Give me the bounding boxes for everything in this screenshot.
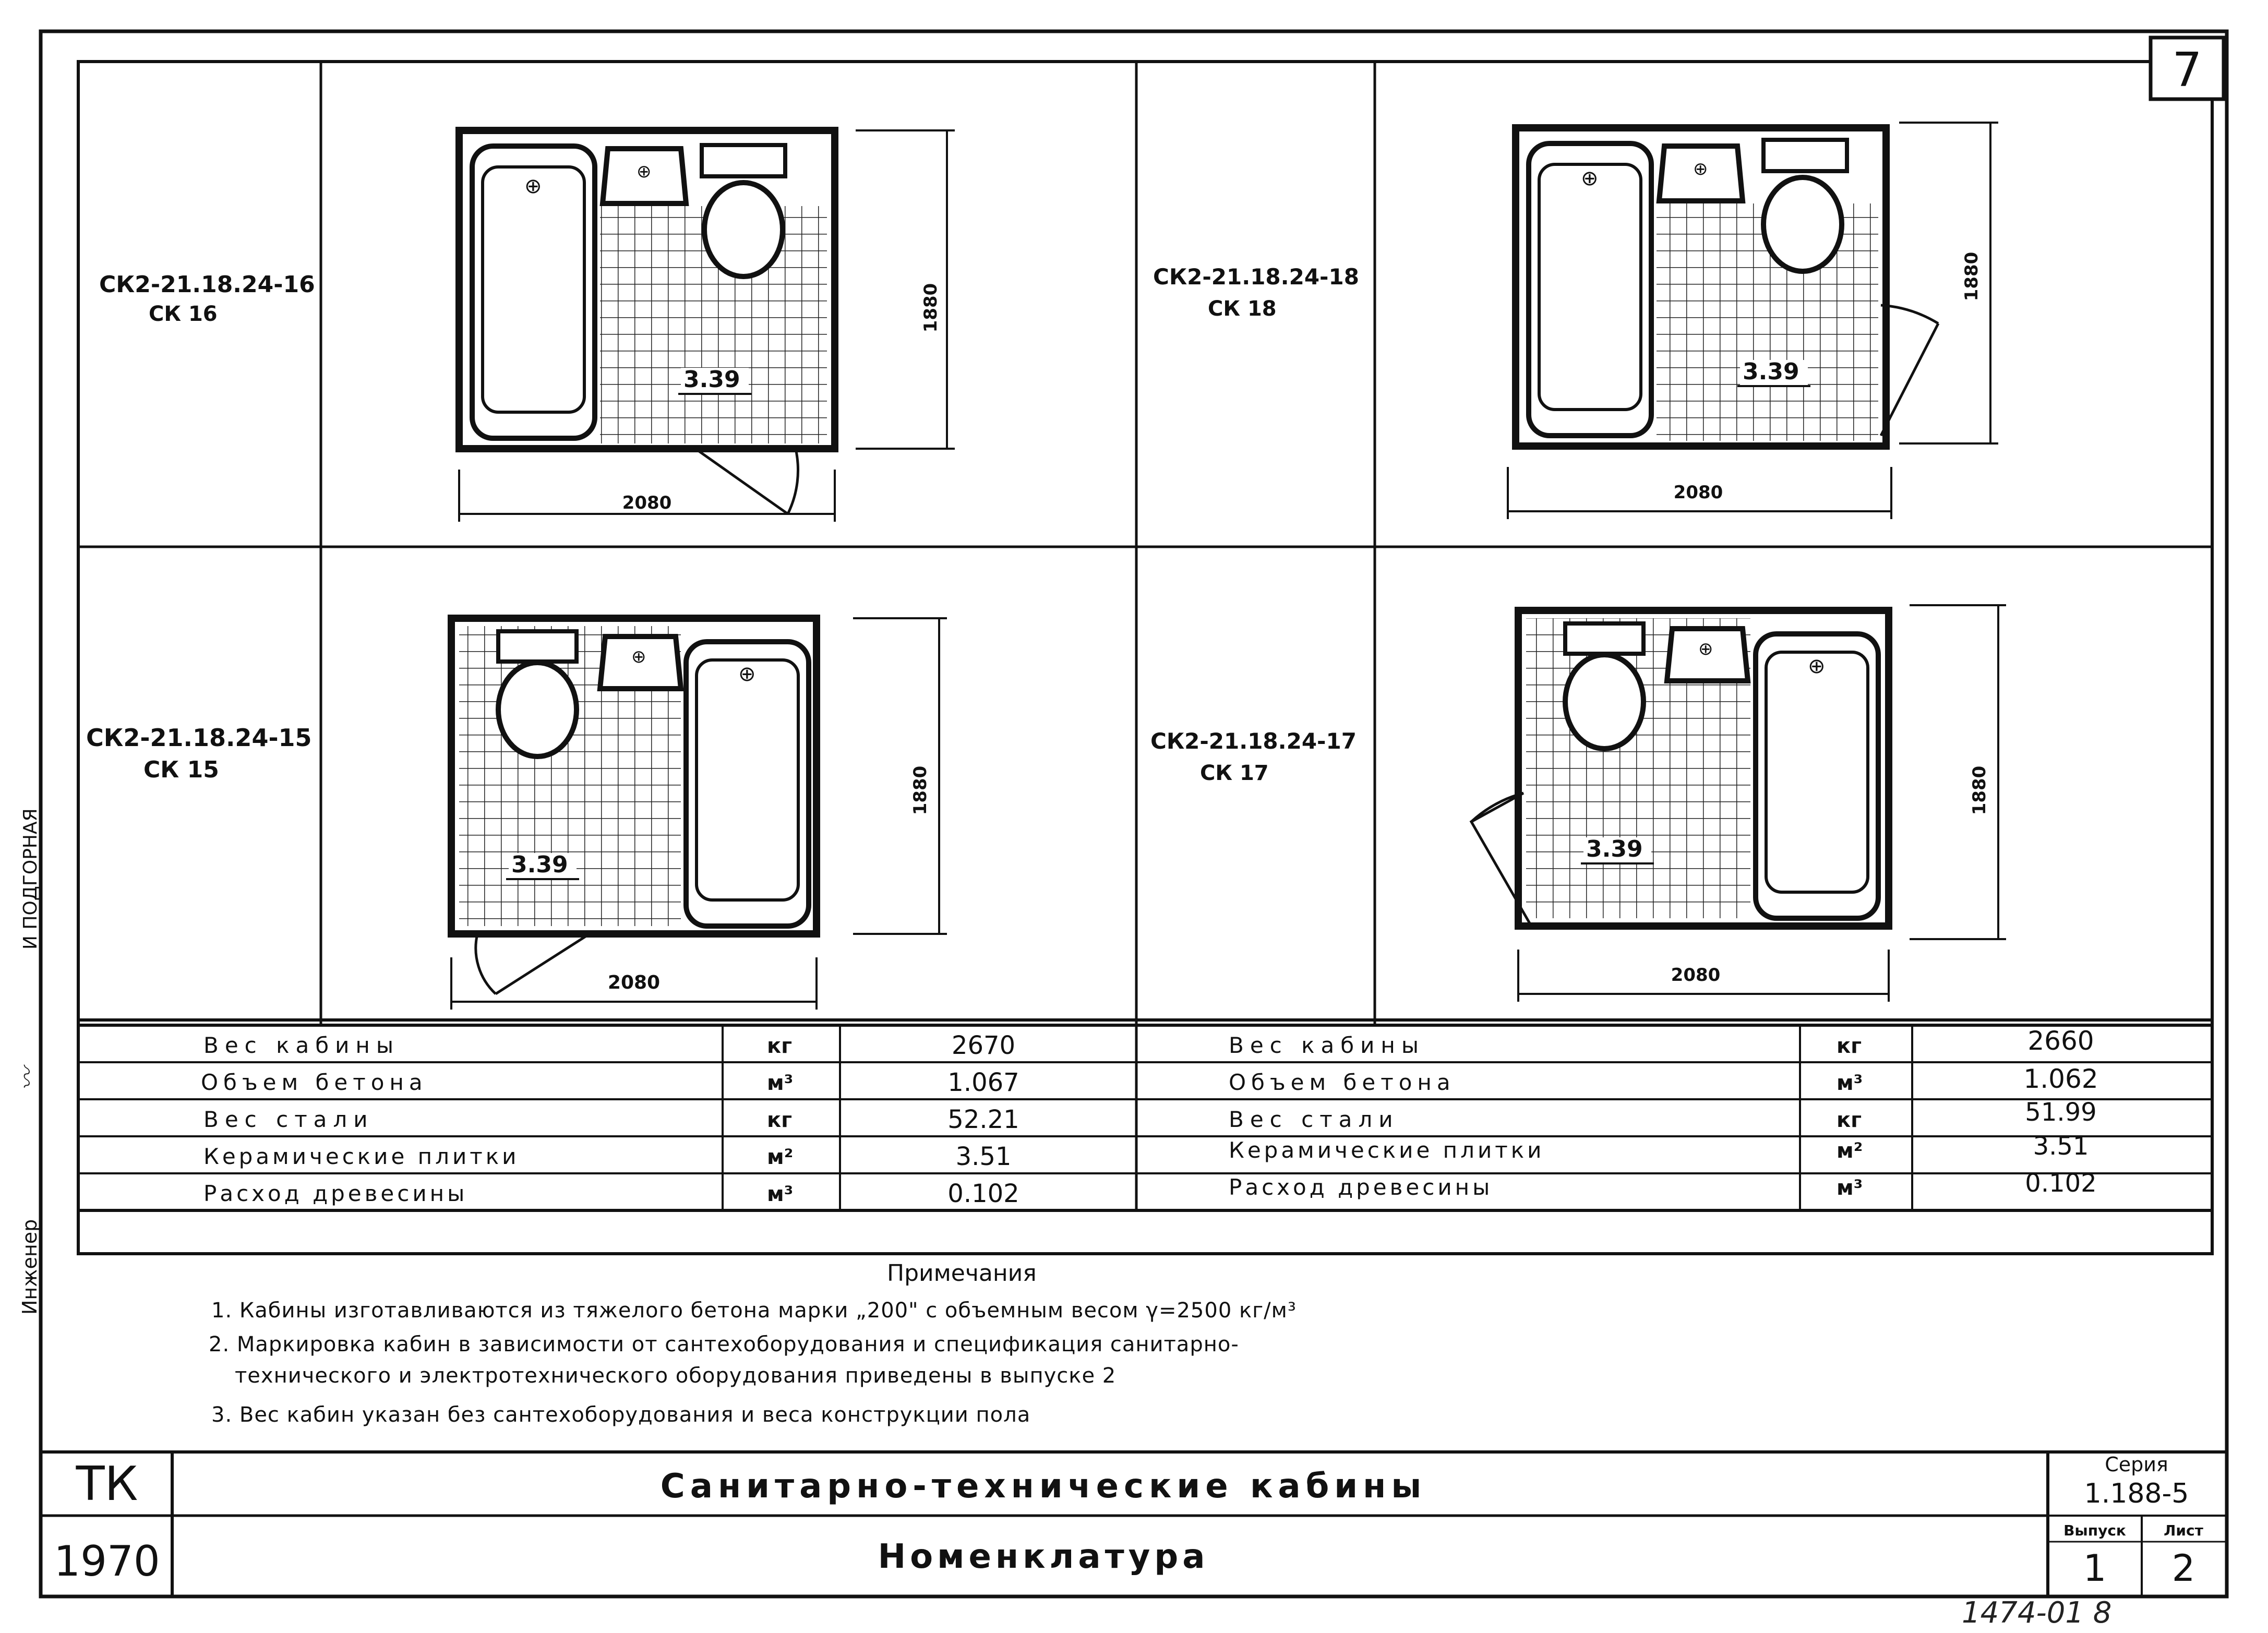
sheet-label: Лист xyxy=(2164,1522,2203,1539)
spec-value: 2660 xyxy=(2027,1026,2094,1056)
area-label: 3.39 xyxy=(683,366,740,393)
faucet-icon: ⊕ xyxy=(637,161,652,182)
spec-unit: кг xyxy=(767,1034,793,1058)
toilet-tank xyxy=(1565,623,1643,654)
series-label: Серия xyxy=(2105,1453,2168,1476)
sheet-value: 2 xyxy=(2171,1547,2195,1590)
spec-name: Объем бетона xyxy=(1229,1070,1456,1095)
dimension-width-label: 2080 xyxy=(1673,482,1723,503)
note-item: технического и электротехнического оборудования приведены в выпуске 2 xyxy=(235,1364,1117,1388)
spec-value: 51.99 xyxy=(2025,1098,2097,1127)
drain-icon: ⊕ xyxy=(1808,654,1826,678)
dimension-depth-label: 1880 xyxy=(1961,251,1982,302)
spec-name: Расход древесины xyxy=(1229,1174,1493,1200)
area-label: 3.39 xyxy=(511,851,568,878)
spec-unit: кг xyxy=(1837,1034,1862,1058)
org-label: ТК xyxy=(76,1457,138,1511)
note-item: 1. Кабины изготавливаются из тяжелого бетона марки „200" с объемным весом γ=2500 кг/м³ xyxy=(211,1299,1297,1323)
sheet-subtitle: Номенклатура xyxy=(878,1538,1209,1576)
spec-name: Вес стали xyxy=(203,1107,374,1132)
sheet-title: Санитарно-технические кабины xyxy=(660,1467,1427,1506)
spec-name: Вес кабины xyxy=(1229,1032,1425,1058)
sheet-number: 7 xyxy=(2172,43,2202,98)
cabin-plan-17 xyxy=(1471,610,1889,926)
drain-icon: ⊕ xyxy=(738,662,756,686)
door-swing xyxy=(476,934,590,994)
spec-name: Расход древесины xyxy=(203,1181,468,1206)
spec-value: 52.21 xyxy=(947,1105,1019,1134)
faucet-icon: ⊕ xyxy=(1698,639,1713,659)
cabin-short: СК 17 xyxy=(1200,761,1269,785)
dimension-depth xyxy=(1899,123,1998,443)
cabin-plan-16 xyxy=(459,130,835,514)
door-swing xyxy=(694,448,798,514)
area-label: 3.39 xyxy=(1743,358,1799,385)
dimension-depth-label: 1880 xyxy=(920,283,941,333)
spec-unit: м³ xyxy=(767,1071,794,1095)
margin-role: Инженер xyxy=(18,1219,41,1315)
spec-name: Объем бетона xyxy=(201,1070,428,1095)
cabin-code: СК2-21.18.24-16 xyxy=(99,271,315,298)
outer-frame xyxy=(41,31,2227,1596)
issue-value: 1 xyxy=(2083,1547,2107,1590)
spec-value: 2670 xyxy=(951,1031,1016,1060)
spec-name: Вес кабины xyxy=(203,1032,400,1058)
note-item: 3. Вес кабин указан без сантехоборудования и веса конструкции пола xyxy=(211,1403,1031,1427)
issue-label: Выпуск xyxy=(2063,1522,2126,1539)
margin-label xyxy=(15,808,41,1315)
dimension-depth xyxy=(853,618,947,934)
spec-value: 0.102 xyxy=(947,1179,1019,1208)
dimension-width-label: 2080 xyxy=(1671,965,1721,986)
spec-name: Керамические плитки xyxy=(1229,1137,1545,1163)
dimension-width-label: 2080 xyxy=(622,493,672,513)
toilet xyxy=(498,663,577,757)
cabin-code: СК2-21.18.24-15 xyxy=(86,724,312,752)
year-label: 1970 xyxy=(54,1537,160,1586)
spec-name: Керамические плитки xyxy=(203,1144,520,1169)
toilet xyxy=(1763,177,1842,271)
archive-stamp: 1474-01 8 xyxy=(1962,1596,2112,1630)
spec-value: 1.067 xyxy=(947,1068,1019,1097)
dimension-depth-label: 1880 xyxy=(910,765,931,815)
cabin-short: СК 16 xyxy=(149,302,218,326)
cabin-plan-15 xyxy=(451,618,817,994)
spec-unit: м³ xyxy=(1837,1071,1863,1095)
cabin-code: СК2-21.18.24-17 xyxy=(1150,728,1357,754)
series-value: 1.188-5 xyxy=(2084,1478,2189,1509)
faucet-icon: ⊕ xyxy=(1693,159,1708,179)
spec-unit: м³ xyxy=(767,1182,794,1206)
cabin-code: СК2-21.18.24-18 xyxy=(1153,264,1359,290)
spec-value: 3.51 xyxy=(2033,1132,2089,1161)
notes-title: Примечания xyxy=(887,1260,1037,1287)
spec-unit: м² xyxy=(1837,1139,1863,1163)
drain-icon: ⊕ xyxy=(524,174,542,198)
spec-unit: кг xyxy=(767,1108,793,1132)
toilet-tank xyxy=(1763,140,1847,171)
faucet-icon: ⊕ xyxy=(631,646,646,667)
note-item: 2. Маркировка кабин в зависимости от сантехоборудования и спецификация санитарно- xyxy=(209,1332,1239,1356)
spec-unit: кг xyxy=(1837,1108,1862,1132)
dimension-width-label: 2080 xyxy=(607,972,661,993)
dimension-depth-label: 1880 xyxy=(1969,765,1990,815)
toilet-tank xyxy=(702,145,785,176)
toilet xyxy=(704,183,783,277)
spec-value: 1.062 xyxy=(2023,1064,2098,1094)
spec-unit: м² xyxy=(767,1145,794,1169)
drain-icon: ⊕ xyxy=(1581,166,1599,190)
spec-name: Вес стали xyxy=(1229,1107,1399,1132)
cabin-plan-18 xyxy=(1516,128,1938,446)
toilet-tank xyxy=(498,631,577,662)
cabin-short: СК 18 xyxy=(1208,297,1277,321)
margin-name: И ПОДГОРНАЯ xyxy=(20,808,41,950)
spec-value: 0.102 xyxy=(2025,1169,2097,1198)
spec-unit: м³ xyxy=(1837,1176,1863,1200)
margin-signature: 〰 xyxy=(15,1067,41,1090)
dimension-depth xyxy=(1910,605,2006,939)
area-label: 3.39 xyxy=(1586,836,1643,862)
spec-value: 3.51 xyxy=(955,1142,1012,1171)
cabin-short: СК 15 xyxy=(143,757,219,783)
toilet xyxy=(1565,655,1643,749)
